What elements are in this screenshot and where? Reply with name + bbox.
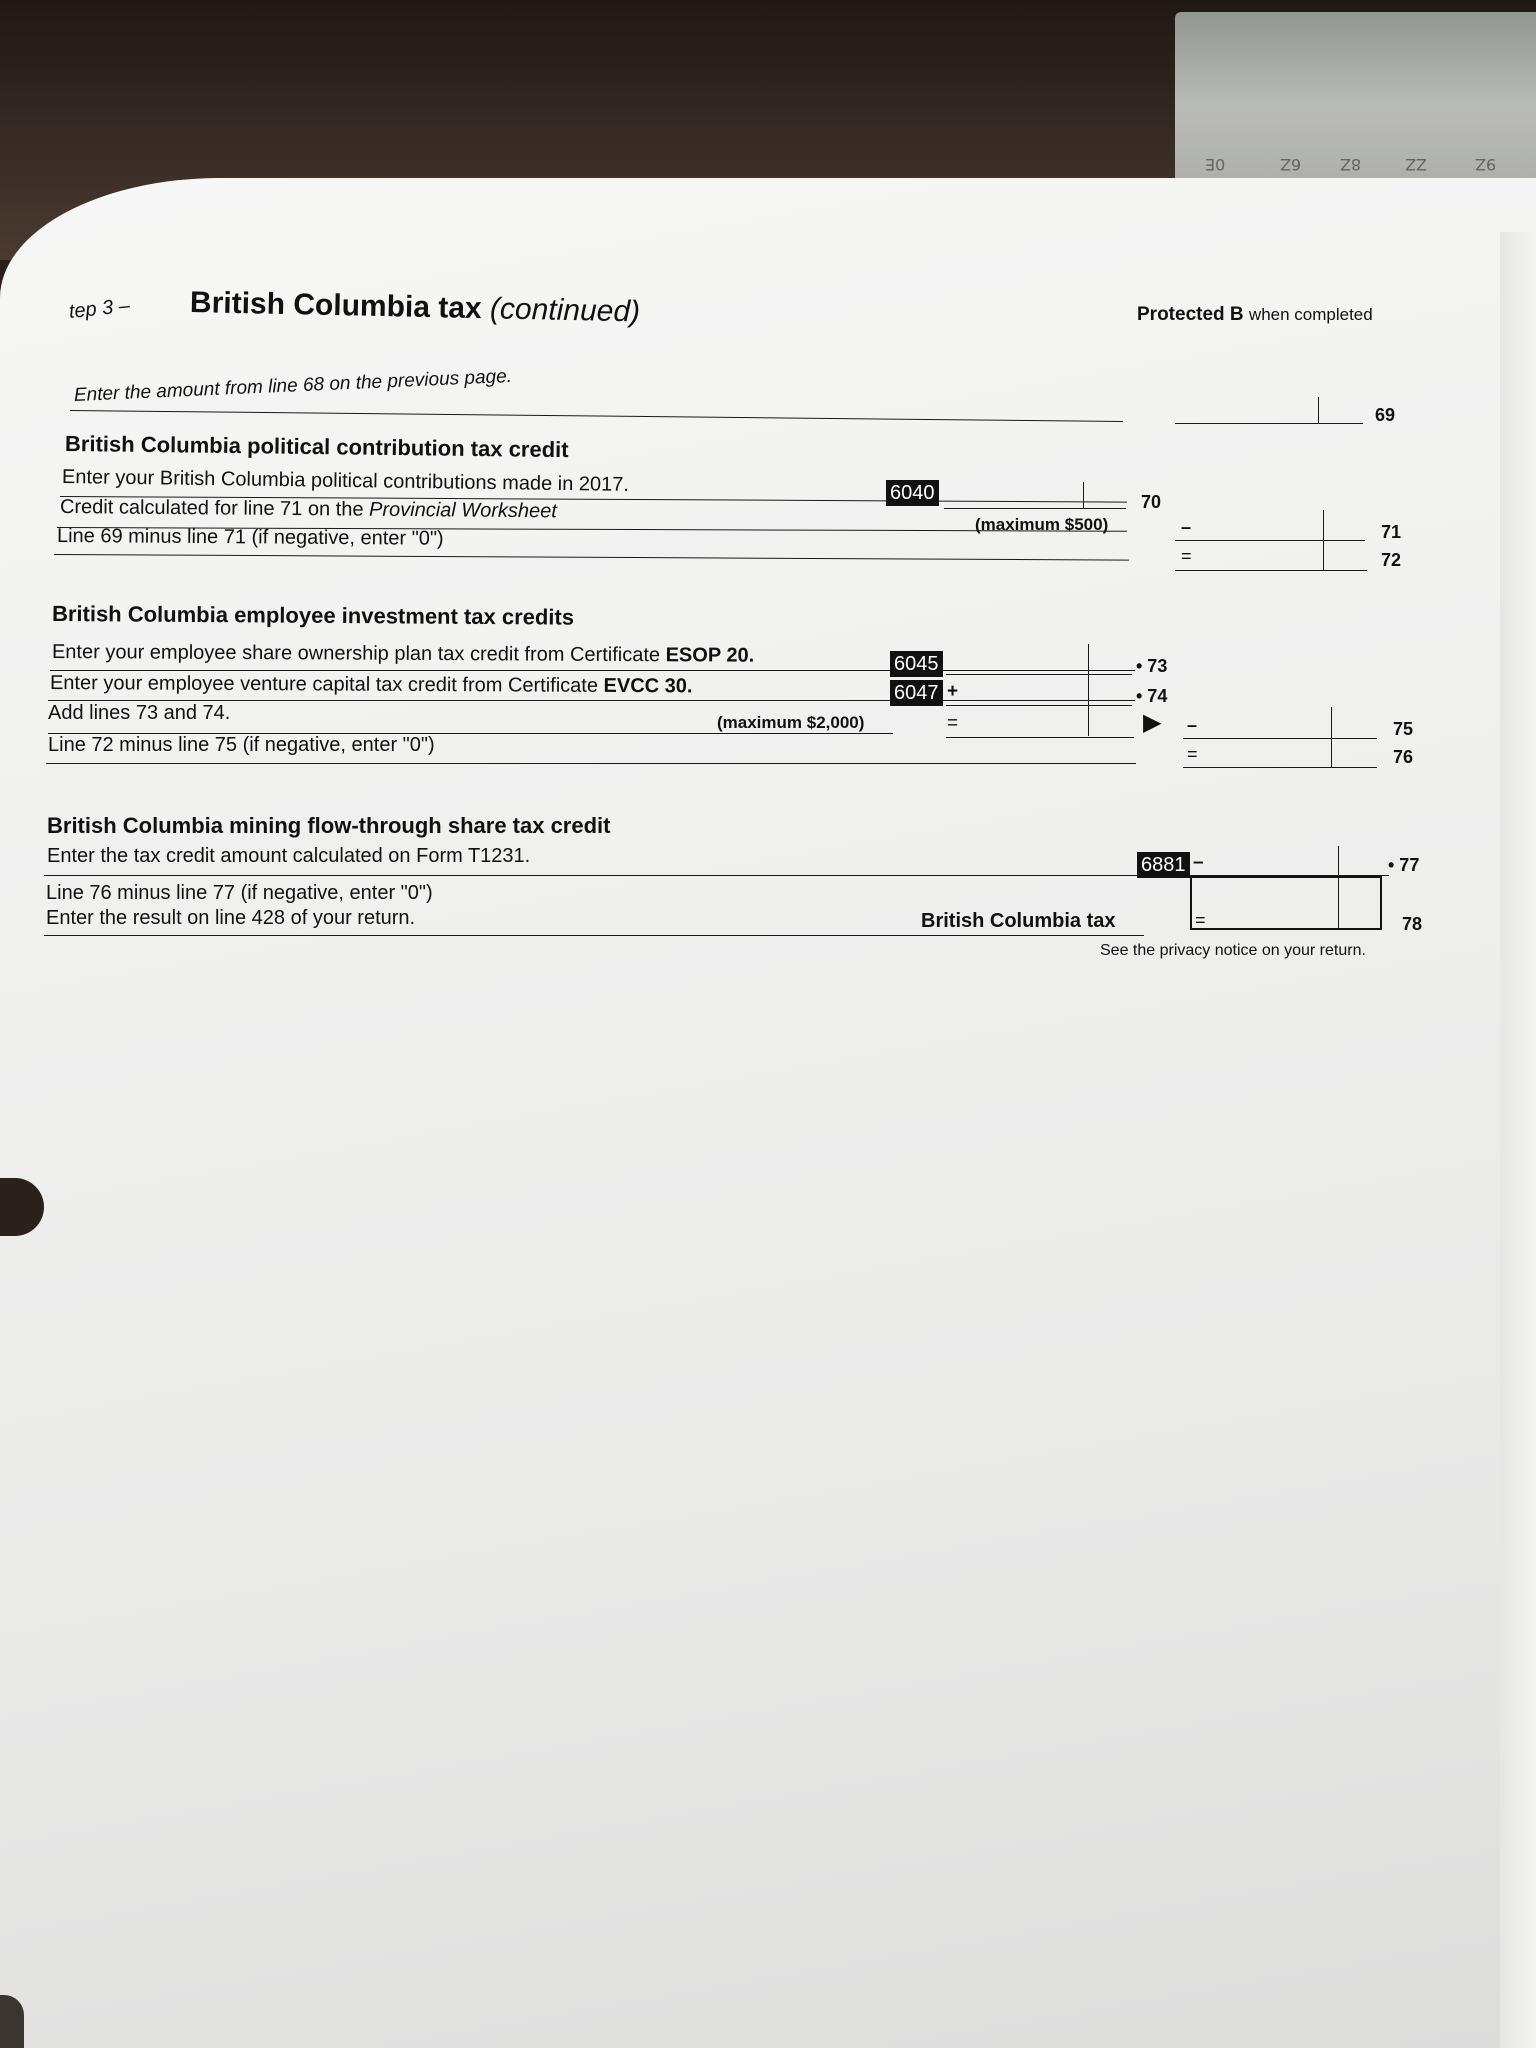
line69-amount-field[interactable] [1175,380,1363,424]
line69-label-text: Enter the amount from line 68 on the previous page. [73,365,513,406]
ruler-label: ZZ [1405,155,1427,174]
line70-number: 70 [1141,492,1162,512]
line75-subtotal-rule [946,737,1134,738]
line71-number: 71 [1381,522,1402,542]
line73-number: • 73 [1136,656,1168,676]
line70-field-rule [944,508,1126,509]
political-section-title: British Columbia political contribution tax credit [64,431,569,463]
line75-subtotal-field[interactable] [946,708,1132,736]
line70-code: 6040 [886,480,939,506]
line74-plus-sign: + [947,681,959,702]
line72-label: Line 69 minus line 71 (if negative, enter "0") [56,525,444,550]
line69-field-rule [1175,423,1363,424]
line73-code: 6045 [890,651,943,677]
line71-label [60,497,557,521]
line69-rule [70,410,1123,422]
line75-arrow-icon: ▶ [1143,709,1162,736]
line72-field-rule [1175,570,1367,571]
line73-field-rule [946,674,1132,675]
line75-number: 75 [1393,719,1414,739]
line76-label: Line 72 minus line 75 (if negative, enter "0") [48,734,435,756]
protected-b-label [1137,305,1373,324]
line78-label-1: Line 76 minus line 77 (if negative, enter "0") [46,882,433,904]
ruler-label: 6Z [1280,155,1302,174]
line74-number: • 74 [1136,686,1168,706]
step-suffix: (continued) [489,292,641,329]
ruler-label: 0E [1205,155,1226,174]
line71-max: (maximum $500) [975,515,1109,534]
line75-label: Add lines 73 and 74. [48,702,231,724]
line75-minus-sign: – [1187,715,1198,735]
provincial-worksheet: Provincial Worksheet [368,498,557,523]
line69-label [74,367,513,405]
line71-label-text: Credit calculated for line 71 on the [59,496,370,521]
line78-rule [44,935,1144,936]
privacy-notice: See the privacy notice on your return. [1100,942,1366,959]
line71-amount-field[interactable] [1175,510,1365,540]
line70-cents-divider [1083,482,1084,508]
evcc-certificate: EVCC 30. [603,674,693,698]
line77-amount-field[interactable] [1190,846,1382,875]
line74-label [50,673,693,696]
line73-label-text: Enter your employee share ownership plan tax credit from Certificate [51,641,666,667]
line76-number: 76 [1393,747,1414,767]
line77-minus-sign: – [1193,852,1204,873]
line75-amount-field[interactable] [1183,710,1375,738]
line77-code: 6881 [1137,852,1190,878]
line78-equals-sign: = [1195,910,1206,930]
line78-amount-field[interactable] [1190,876,1382,930]
employee-section-title: British Columbia employee investment tax credits [51,601,575,630]
line69-cents-divider [1318,397,1319,423]
line73-amount-field[interactable] [946,648,1130,674]
step-prefix-text: tep 3 – [67,294,131,323]
line69-number: 69 [1375,405,1396,425]
line78-number: 78 [1402,914,1423,934]
line76-amount-field[interactable] [1183,740,1375,767]
protected-b: Protected B [1137,304,1244,325]
line76-rule [46,763,1136,764]
step-prefix [68,296,131,322]
ruler-label: 8Z [1340,155,1362,174]
line77-number: • 77 [1388,855,1420,875]
step-title-text: British Columbia tax [189,286,483,326]
line75-field-rule [1183,738,1377,739]
line72-rule [54,554,1129,561]
line78-label-2: Enter the result on line 428 of your return. [46,907,416,929]
line70-label: Enter your British Columbia political contributions made in 2017. [61,466,630,496]
line76-field-rule [1183,767,1377,768]
mining-section-title: British Columbia mining flow-through share tax credit [47,813,611,838]
line71-minus-sign: – [1181,517,1192,537]
line74-label-text: Enter your employee venture capital tax credit from Certificate [49,672,604,697]
line73-label [52,642,754,666]
line75-max: (maximum $2,000) [717,713,865,732]
line74-field-rule [946,705,1132,706]
step-title [190,288,641,327]
ruler-label: 9Z [1475,155,1497,174]
line76-equals-sign: = [1187,744,1198,764]
line71-field-rule [1175,540,1365,541]
line72-amount-field[interactable] [1175,542,1365,570]
line77-label: Enter the tax credit amount calculated on Form T1231. [47,845,531,867]
line74-code: 6047 [890,680,943,706]
line75-equals-sign: = [947,713,959,734]
bc-tax-total-label: British Columbia tax [921,910,1116,932]
line70-amount-field[interactable] [944,478,1124,508]
line72-number: 72 [1381,550,1402,570]
line74-amount-field[interactable] [966,677,1130,705]
line72-equals-sign: = [1181,546,1192,566]
protected-rest: when completed [1248,305,1373,324]
esop-certificate: ESOP 20. [665,644,755,667]
